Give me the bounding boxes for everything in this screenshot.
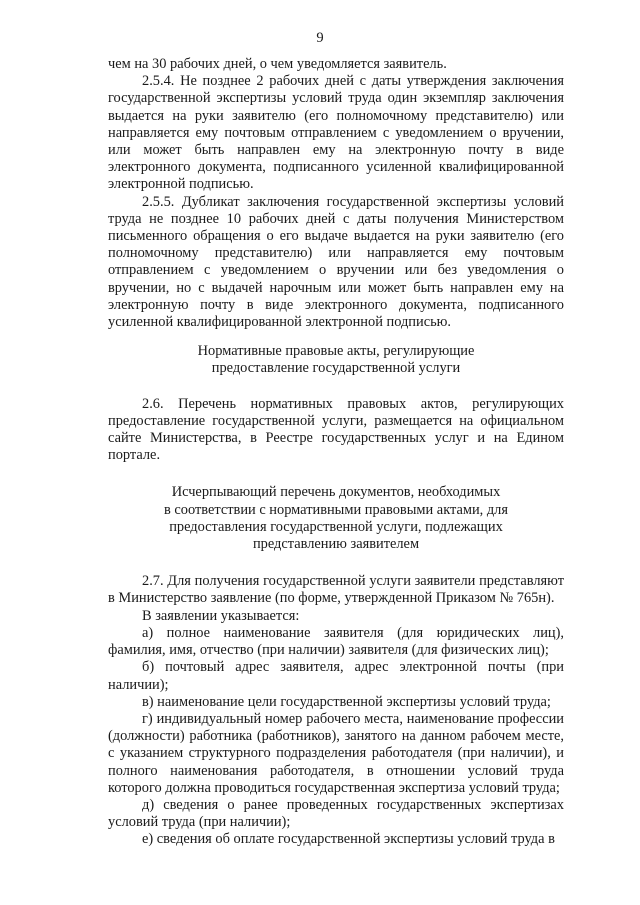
heading-line: представлению заявителем bbox=[252, 536, 420, 553]
list-item-e: е) сведения об оплате государственной экспертизы условий труда в bbox=[142, 831, 555, 848]
heading-line: Исчерпывающий перечень документов, необходимых bbox=[171, 484, 501, 501]
section-heading-documents bbox=[108, 484, 564, 553]
paragraph-application-intro: В заявлении указывается: bbox=[142, 607, 300, 624]
heading-line: предоставления государственной услуги, подлежащих bbox=[169, 518, 503, 535]
heading-line: Нормативные правовые акты, регулирующие bbox=[197, 343, 475, 360]
paragraph-2-7: 2.7. Для получения государственной услуги заявители представляют в Министерство заявление (по форме, утвержденной Приказом № 765н). bbox=[108, 573, 564, 607]
list-item-d: д) сведения о ранее проведенных государственных экспертизах условий труда (при наличии); bbox=[108, 796, 564, 831]
paragraph-2-6: 2.6. Перечень нормативных правовых актов, регулирующих предоставление государственной услуги, размещается на официальном сайте Министерства, в Реестре государственных услуг и на Едином портале. bbox=[108, 395, 564, 464]
heading-line: предоставление государственной услуги bbox=[211, 360, 461, 377]
list-item-g: г) индивидуальный номер рабочего места, наименование профессии (должности) работника (работников), занятого на данном рабочем месте, с указанием структурного подразделения работодателя (при наличии), и полного наименования работодателя, в отношении условий труда которого должна проводиться государственная экспертиза условий труда; bbox=[108, 710, 564, 796]
page-number: 9 bbox=[316, 30, 324, 46]
paragraph-2-5-4: 2.5.4. Не позднее 2 рабочих дней с даты утверждения заключения государственной экспертизы условий труда один экземпляр заключения выдается на руки заявителю (его полномочному представителю) или направляется ему почтовым отправлением с уведомлением о вручении, или может быть направлен ему на электронную почту в виде электронного документа, подписанного усиленной квалифицированной электронной подписью. bbox=[108, 73, 564, 193]
paragraph-2-5-5: 2.5.5. Дубликат заключения государственной экспертизы условий труда не позднее 10 рабочих дней с даты получения Министерством письменного обращения о его выдаче выдается на руки заявителю (его полномочному представителю) или направляется ему почтовым отправлением с уведомлением о вручении или без уведомления о вручении, но с выдачей нарочным или может быть направлен ему на электронную почту в виде электронного документа, подписанного усиленной квалифицированной электронной подписью. bbox=[108, 193, 564, 331]
heading-line: в соответствии с нормативными правовыми актами, для bbox=[164, 501, 508, 518]
document-body bbox=[108, 56, 564, 849]
list-item-a: а) полное наименование заявителя (для юридических лиц), фамилия, имя, отчество (при наличии) заявителя (для физических лиц); bbox=[108, 624, 564, 659]
paragraph-continuation: чем на 30 рабочих дней, о чем уведомляется заявитель. bbox=[108, 56, 447, 72]
list-item-b: б) почтовый адрес заявителя, адрес электронной почты (при наличии); bbox=[108, 659, 564, 693]
section-heading-normative-acts bbox=[108, 343, 564, 377]
list-item-v: в) наименование цели государственной экспертизы условий труда; bbox=[142, 693, 551, 710]
